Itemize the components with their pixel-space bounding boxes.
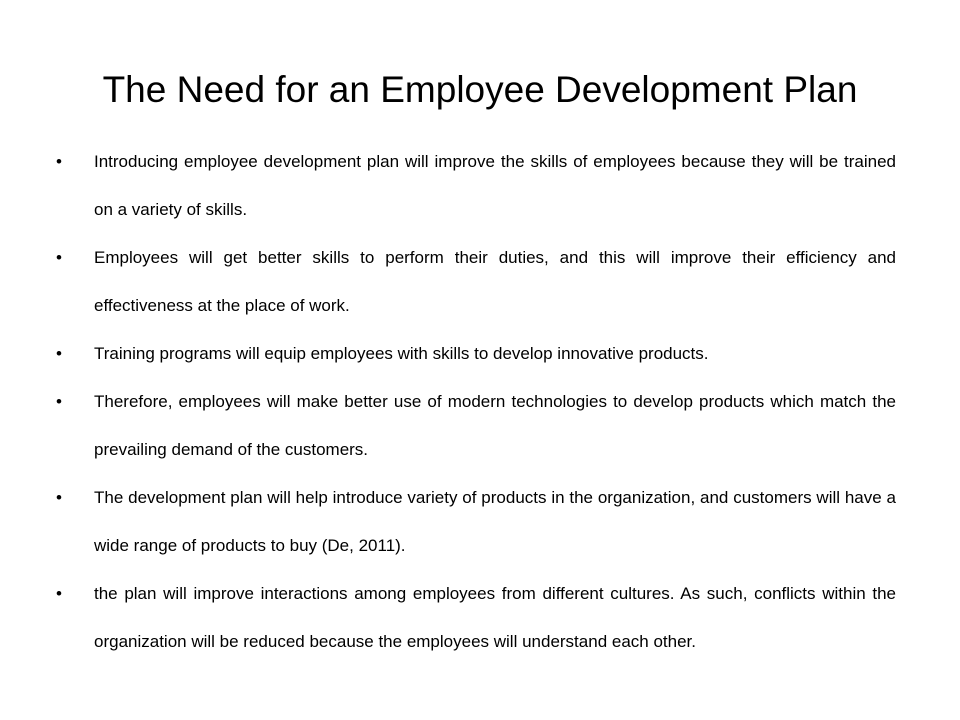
bullet-text: Employees will get better skills to perform their duties, and this will improve their efficiency and effectiveness at the place of work. <box>94 248 896 315</box>
bullet-icon: • <box>56 248 62 267</box>
bullet-item <box>56 138 896 234</box>
bullet-item <box>56 330 896 378</box>
bullet-icon: • <box>56 392 62 411</box>
bullet-item <box>56 570 896 666</box>
bullet-icon: • <box>56 344 62 363</box>
bullet-text: Introducing employee development plan will improve the skills of employees because they will be trained on a variety of skills. <box>94 152 896 219</box>
bullet-icon: • <box>56 488 62 507</box>
bullet-item <box>56 234 896 330</box>
bullet-item <box>56 474 896 570</box>
bullet-item <box>56 378 896 474</box>
bullet-icon: • <box>56 152 62 171</box>
bullet-text: The development plan will help introduce variety of products in the organization, and customers will have a wide range of products to buy (De, 2011). <box>94 488 896 555</box>
bullet-text: the plan will improve interactions among employees from different cultures. As such, conflicts within the organization will be reduced because the employees will understand each other. <box>94 584 896 651</box>
bullet-text: Training programs will equip employees with skills to develop innovative products. <box>94 344 709 363</box>
bullet-icon: • <box>56 584 62 603</box>
slide-title: The Need for an Employee Development Plan <box>102 69 858 110</box>
bullet-list <box>56 138 896 666</box>
bullet-text: Therefore, employees will make better use of modern technologies to develop products which match the prevailing demand of the customers. <box>94 392 896 459</box>
